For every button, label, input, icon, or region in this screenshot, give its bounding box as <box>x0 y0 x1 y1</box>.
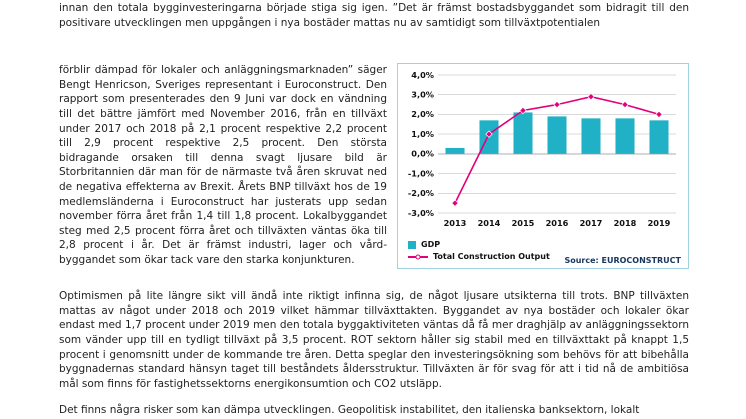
svg-text:-2,0%: -2,0% <box>407 188 434 199</box>
svg-text:3,0%: 3,0% <box>411 89 434 100</box>
legend-item-gdp <box>408 239 684 251</box>
chart-source: Source: EUROCONSTRUCT <box>564 256 681 266</box>
svg-text:2014: 2014 <box>477 218 501 229</box>
legend-label-gdp: GDP <box>421 240 441 250</box>
risks-paragraph: Det finns några risker som kan dämpa utvecklingen. Geopolitisk instabilitet, den italienska banksektorn, lokalt <box>59 404 640 417</box>
svg-text:2015: 2015 <box>511 218 535 229</box>
svg-text:0,0%: 0,0% <box>411 148 434 159</box>
gdp-construction-chart <box>397 63 689 269</box>
svg-text:2013: 2013 <box>443 218 467 229</box>
text-chart-section <box>59 63 689 269</box>
outlook-paragraph: Optimismen på lite längre sikt vill ändå inte riktigt infinna sig, de något ljusare utsikterna till trots. BNP tillväxten mattas av något under 2018 och 2019 vilket hämmar tillväxttakten. Byggandet av nya bostäder och lokaler ökar endast med 1,7 procent under 2019 men den totala byggaktiviteten väntas då få mer draghjälp av anläggningssektorn som vänder upp till en tydligt tillväxt på 3,5 procent. ROT sektorn håller sig stabil med en tillväxttakt på knappt 1,5 procent i genomsnitt under de kommande tre åren. Detta speglar den investeringsökning som behövs för att bibehålla byggnadernas standard hänsyn taget till beståndets åldersstruktur. Tillväxten är för svag för att i tid nå de ambitiösa mål som finns för fastighetssektorns energikonsumtion och CO2 utsläpp. <box>59 290 689 390</box>
svg-text:2016: 2016 <box>545 218 569 229</box>
svg-text:2018: 2018 <box>613 218 637 229</box>
intro-paragraph: innan den totala bygginvesteringarna började stiga sig igen. ”Det är främst bostadsbyggandet som bidragit till den positivare utvecklingen men uppgången i nya bostäder mattas nu av samtidigt som tillväxtpotentialen <box>59 2 689 29</box>
svg-text:-3,0%: -3,0% <box>407 207 434 218</box>
svg-text:-1,0%: -1,0% <box>407 168 434 179</box>
svg-text:1,0%: 1,0% <box>411 129 434 140</box>
svg-text:2019: 2019 <box>647 218 671 229</box>
legend-label-total-construction-output: Total Construction Output <box>433 252 550 262</box>
line-marker-icon <box>408 253 428 261</box>
svg-text:4,0%: 4,0% <box>411 69 434 80</box>
chart-plot <box>402 67 684 235</box>
body-paragraph: förblir dämpad för lokaler och anläggningsmarknaden” säger Bengt Henricson, Sveriges representant i Euroconstruct. Den rapport som presenterades den 9 Juni var dock en vändning till det bättre jämfört med November 2016, från en tillväxt under 2017 och 2018 på 2,1 procent respektive 2,2 procent till 2,9 procent respektive 2,5 procent. Den största bidragande orsaken till denna svagt ljusare bild är Storbritannien där man för de närmaste två åren skruvat ned de negativa effekterna av Brexit. Årets BNP tillväxt hos de 19 medlemsländerna i Euroconstruct har justerats upp sedan november förra året från 1,4 till 1,8 procent. Lokalbyggandet steg med 2,5 procent förra året och tillväxten väntas öka till 2,8 procent i år. Det är främst industri, lager och vård-byggandet som ökar tack vare den starka konjunkturen. <box>59 64 387 266</box>
gdp-bar-swatch-icon <box>408 241 416 249</box>
chart-footer <box>402 239 684 267</box>
svg-text:2,0%: 2,0% <box>411 109 434 120</box>
svg-text:2017: 2017 <box>579 218 603 229</box>
